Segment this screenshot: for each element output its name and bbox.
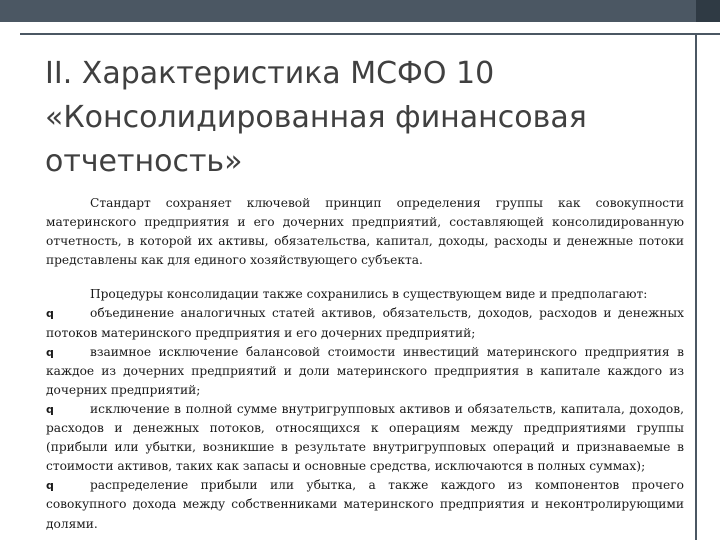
title-divider-line xyxy=(20,33,720,35)
list-item-text: взаимное исключение балансовой стоимости инвестиций материнского предприятия в каждое из дочерних предприятий и доли материнского предприятия в капитале каждого из дочерних предприятий; xyxy=(46,344,684,397)
list-item xyxy=(46,476,684,533)
slide-body xyxy=(46,194,684,534)
list-item-text: распределение прибыли или убытка, а также каждого из компонентов прочего совокупного дохода между собственниками материнского предприятия и неконтролирующими долями. xyxy=(46,478,684,531)
slide-title: II. Характеристика МСФО 10 «Консолидированная финансовая отчетность» xyxy=(45,56,587,179)
checkbox-bullet-icon: q xyxy=(46,345,54,359)
header-accent-block xyxy=(696,0,720,22)
checkbox-bullet-icon: q xyxy=(46,479,54,493)
list-item xyxy=(46,304,684,342)
list-item xyxy=(46,400,684,476)
checkbox-bullet-icon: q xyxy=(46,307,54,321)
paragraph-group-principle: Стандарт сохраняет ключевой принцип определения группы как совокупности материнского предприятия и его дочерних предприятий, составляющей консолидированную отчетность, в которой их активы, обязательства, капитал, доходы, расходы и денежные потоки представлены как для единого хозяйствующего субъекта. xyxy=(46,196,684,268)
right-side-line xyxy=(695,33,697,540)
list-item-text: объединение аналогичных статей активов, обязательств, доходов, расходов и денежных потоков материнского предприятия и его дочерних предприятий; xyxy=(46,306,684,340)
checkbox-bullet-icon: q xyxy=(46,402,54,416)
header-bar xyxy=(0,0,720,22)
list-item-text: исключение в полной сумме внутригрупповых активов и обязательств, капитала, доходов, расходов и денежных потоков, относящихся к операциям между предприятиями группы (прибыли или убытки, возникшие в результате внутригрупповых операций и признаваемые в стоимости активов, таких как запасы и основные средства, исключаются в полных суммах); xyxy=(46,401,684,474)
paragraph-consolidation-procedures: Процедуры консолидации также сохранились в существующем виде и предполагают: xyxy=(90,287,648,302)
list-item xyxy=(46,343,684,400)
